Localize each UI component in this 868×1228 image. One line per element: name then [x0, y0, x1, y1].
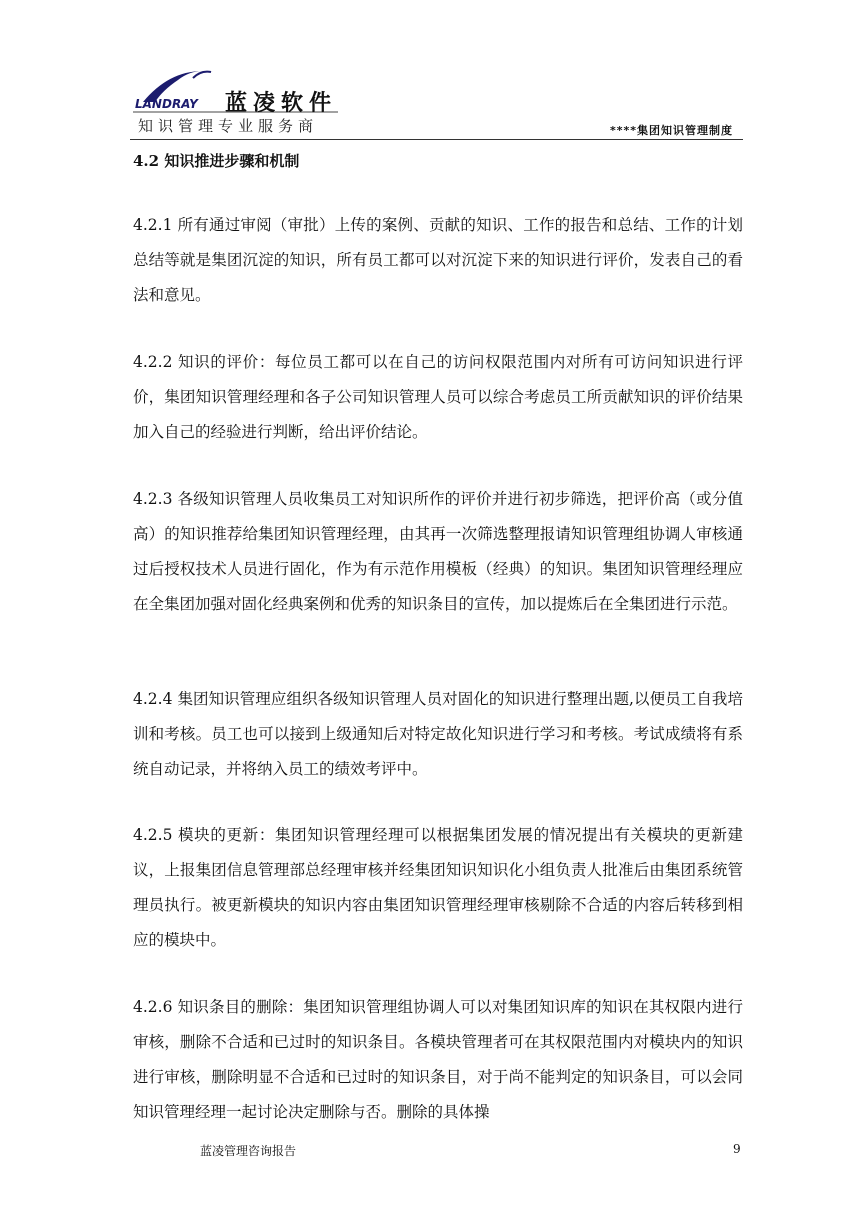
- header-rule: [130, 139, 743, 140]
- paragraph-4-2-1: 4.2.1 所有通过审阅（审批）上传的案例、贡献的知识、工作的报告和总结、工作的计划总结等就是集团沉淀的知识，所有员工都可以对沉淀下来的知识进行评价，发表自己的看法和意见。: [133, 216, 743, 304]
- paragraph-4-2-2: 4.2.2 知识的评价：每位员工都可以在自己的访问权限范围内对所有可访问知识进行评价，集团知识管理经理和各子公司知识管理人员可以综合考虑员工所贡献知识的评价结果加入自己的经验进行判断，给出评价结论。: [133, 353, 743, 441]
- paragraph-4-2-5: 4.2.5 模块的更新：集团知识管理经理可以根据集团发展的情况提出有关模块的更新建议，上报集团信息管理部总经理审核并经集团知识知识化小组负责人批准后由集团系统管理员执行。被更新模块的知识内容由集团知识管理经理审核剔除不合适的内容后转移到相应的模块中。: [133, 826, 743, 949]
- document-title: ****集团知识管理制度: [609, 124, 733, 137]
- page-number: 9: [733, 1142, 741, 1156]
- section-heading: 4.2 知识推进步骤和机制: [133, 152, 300, 170]
- brand-name: 蓝凌软件: [225, 91, 338, 116]
- logo-wordmark: LANDRAY: [135, 97, 198, 111]
- brand-tagline: 知识管理专业服务商: [138, 117, 319, 135]
- paragraph-4-2-4: 4.2.4 集团知识管理应组织各级知识管理人员对固化的知识进行整理出题,以便员工自我培训和考核。员工也可以接到上级通知后对特定故化知识进行学习和考核。考试成绩将有系统自动记录，并将纳入员工的绩效考评中。: [133, 690, 743, 778]
- paragraph-4-2-3: 4.2.3 各级知识管理人员收集员工对知识所作的评价并进行初步筛选，把评价高（或分值高）的知识推荐给集团知识管理经理，由其再一次筛选整理报请知识管理组协调人审核通过后授权技术人员进行固化，作为有示范作用模板（经典）的知识。集团知识管理经理应在全集团加强对固化经典案例和优秀的知识条目的宣传，加以提炼后在全集团进行示范。: [133, 490, 743, 613]
- paragraph-4-2-6: 4.2.6 知识条目的删除：集团知识管理组协调人可以对集团知识库的知识在其权限内进行审核，删除不合适和已过时的知识条目。各模块管理者可在其权限范围内对模块内的知识进行审核，删除明显不合适和已过时的知识条目，对于尚不能判定的知识条目，可以会同知识管理经理一起讨论决定删除与否。删除的具体操: [133, 998, 743, 1121]
- footer-report-name: 蓝凌管理咨询报告: [200, 1144, 297, 1158]
